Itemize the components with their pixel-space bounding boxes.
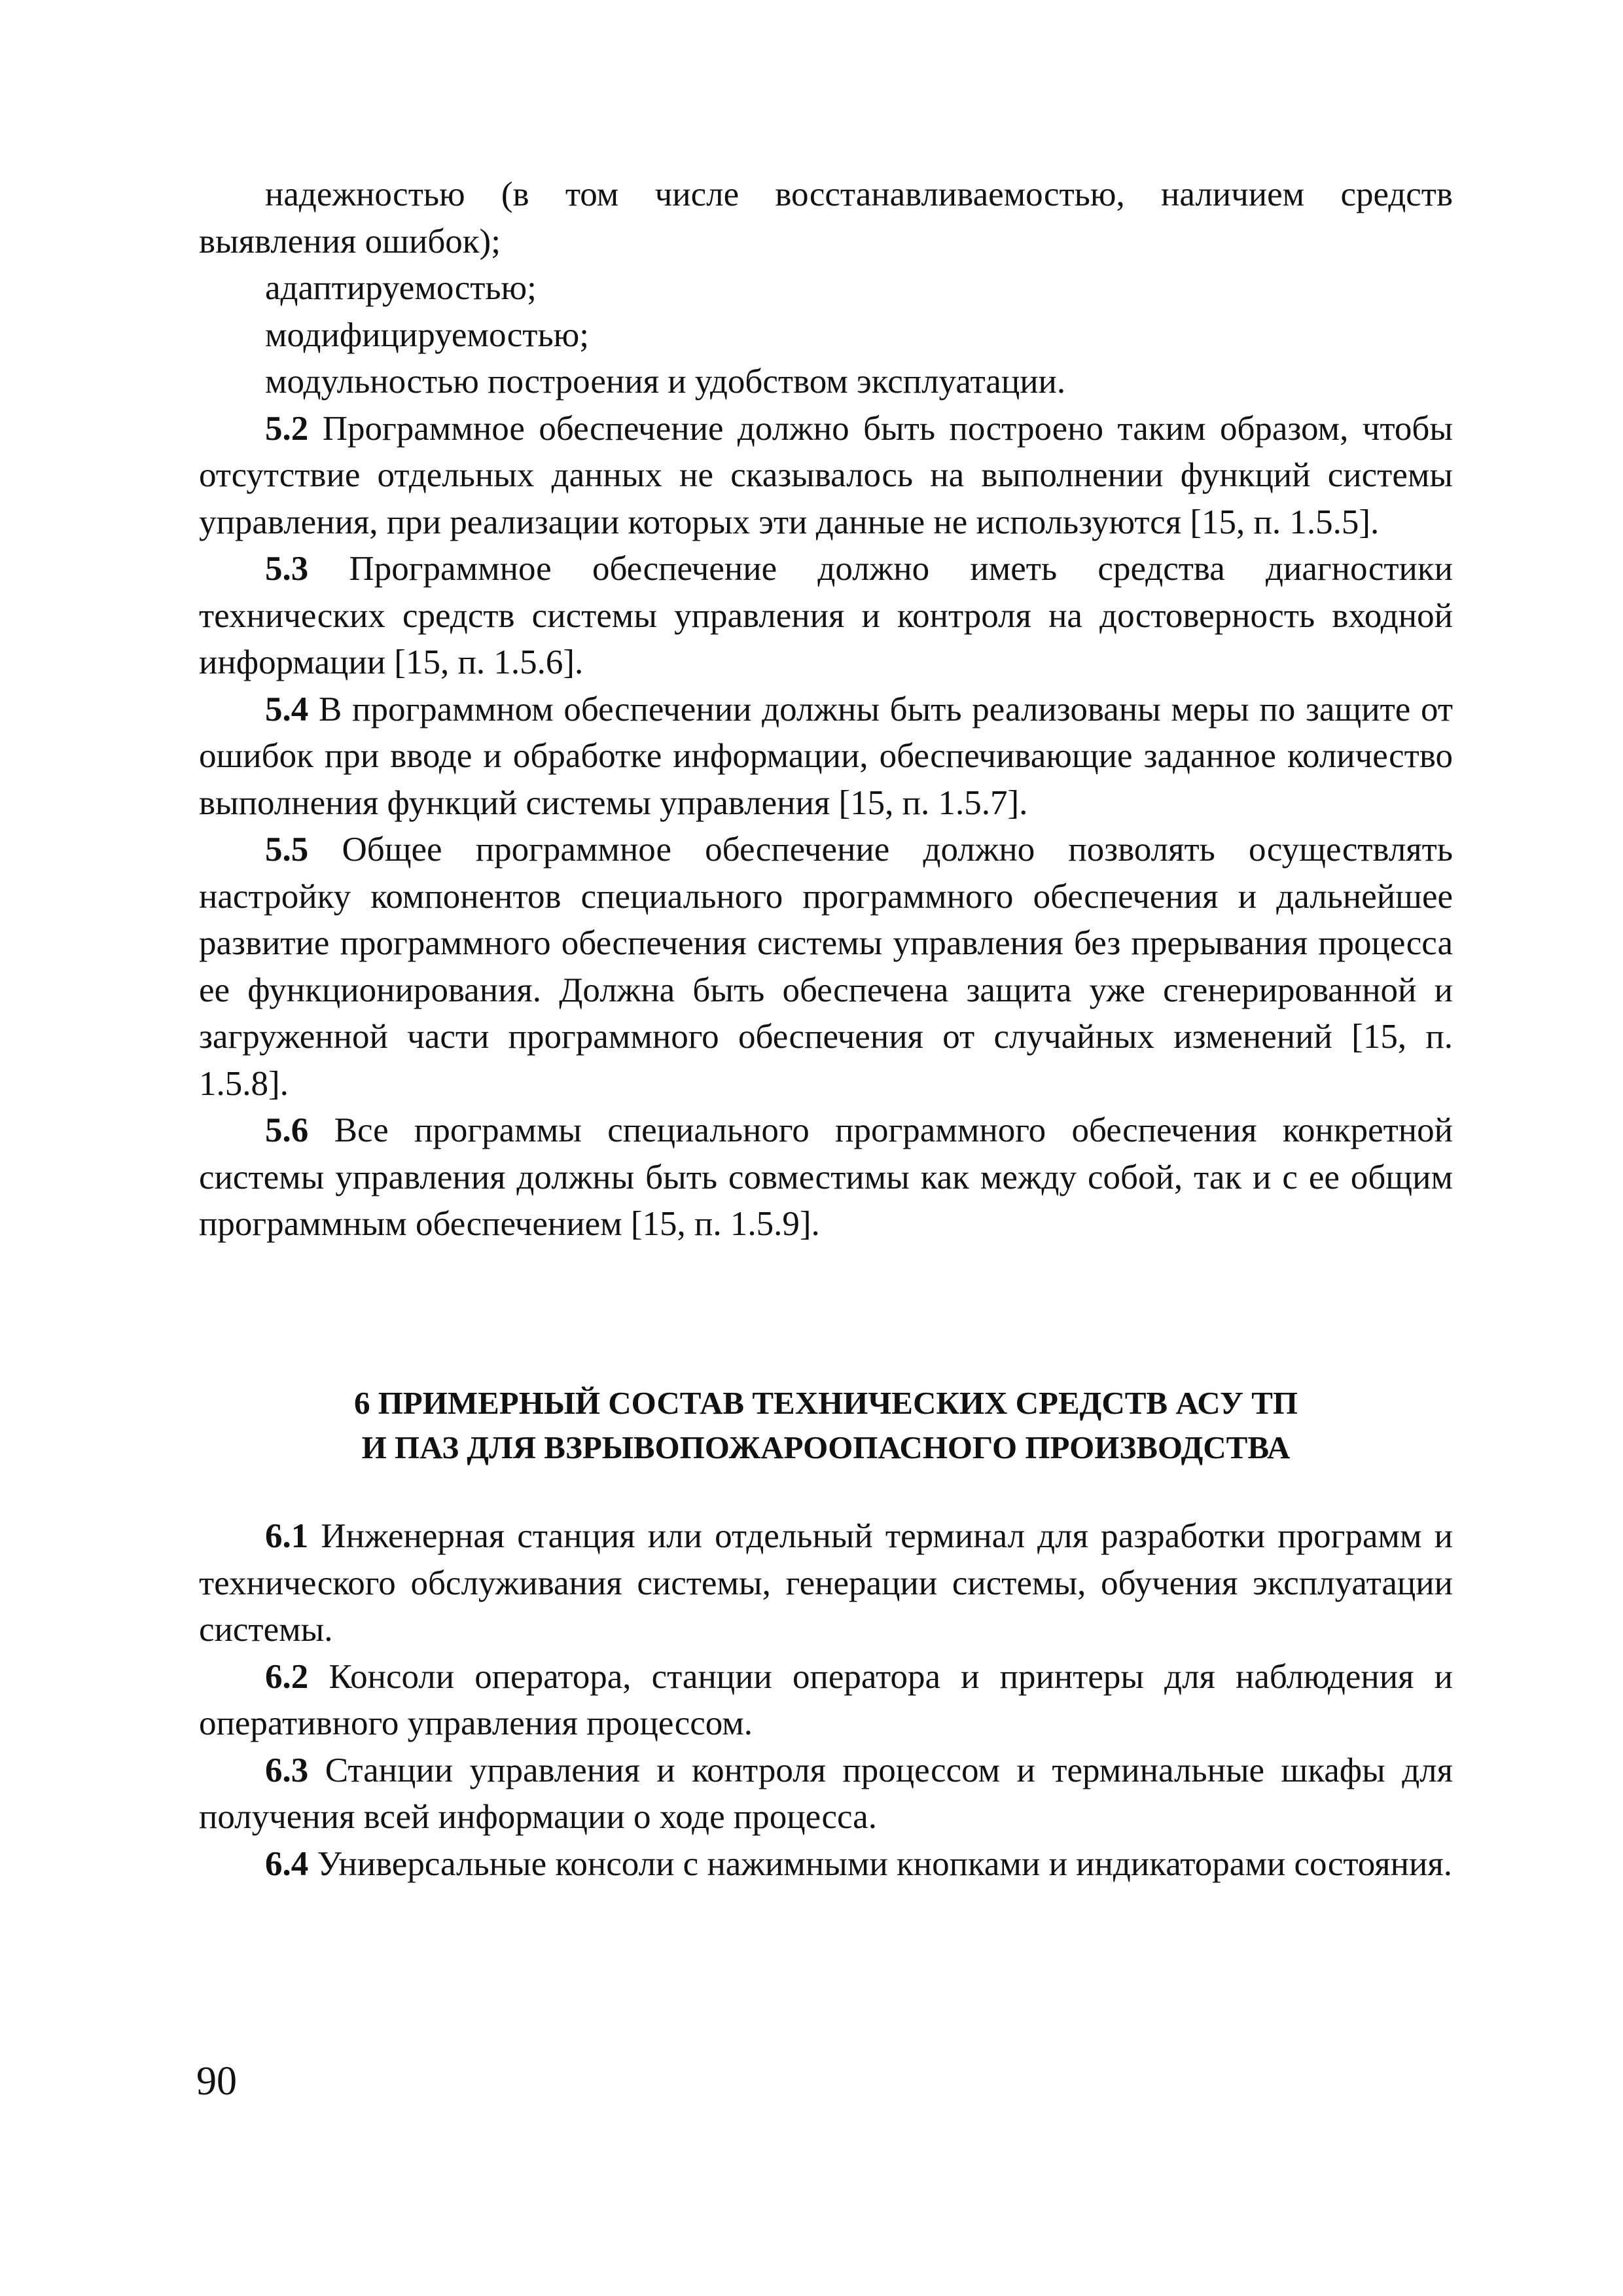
paragraph-5-4 — [199, 687, 1453, 827]
paragraph-text: Инженерная станция или отдельный терминал для разработки программ и технического обслуживания системы, генерации системы, обучения эксплуатации системы. — [199, 1517, 1453, 1649]
clause-number: 6.3 — [265, 1751, 309, 1789]
paragraph-text: Все программы специального программного обеспечения конкретной системы управления должны быть совместимы как между собой, так и с ее общим программным обеспечением [15, п. 1.5.9]. — [199, 1111, 1453, 1243]
clause-number: 5.4 — [265, 690, 309, 728]
clause-number: 5.5 — [265, 831, 309, 869]
paragraph-5-6 — [199, 1107, 1453, 1248]
list-item: модульностью построения и удобством эксплуатации. — [265, 363, 1066, 401]
paragraph-6-1 — [199, 1513, 1453, 1654]
paragraph-5-2 — [199, 406, 1453, 547]
clause-number: 6.2 — [265, 1657, 309, 1696]
page-number: 90 — [196, 2059, 237, 2104]
paragraph-text: Консоли оператора, станции оператора и принтеры для наблюдения и оперативного управления процессом. — [199, 1657, 1453, 1742]
list-item: надежностью (в том числе восстанавливаемостью, наличием средств выявления ошибок); — [199, 175, 1453, 260]
paragraph-text: Универсальные консоли с нажимными кнопками и индикаторами состояния. — [308, 1844, 1453, 1883]
paragraph-text: Общее программное обеспечение должно позволять осуществлять настройку компонентов специального программного обеспечения и дальнейшее развитие программного обеспечения системы управления без прерывания процесса ее функционирования. Должна быть обеспечена защита уже сгенерированной и загруженной части программного обеспечения от случайных изменений [15, п. 1.5.8]. — [199, 831, 1453, 1103]
heading-line: 6 ПРИМЕРНЫЙ СОСТАВ ТЕХНИЧЕСКИХ СРЕДСТВ АСУ ТП — [353, 1385, 1298, 1421]
clause-number: 5.6 — [265, 1111, 309, 1149]
paragraph-5-5 — [199, 827, 1453, 1107]
list-item: адаптируемостью; — [265, 269, 537, 307]
clause-number: 6.1 — [265, 1517, 309, 1555]
paragraph-text: В программном обеспечении должны быть реализованы меры по защите от ошибок при вводе и обработке информации, обеспечивающие заданное количество выполнения функций системы управления [15, п. 1.5.7]. — [199, 690, 1453, 822]
clause-number: 6.4 — [265, 1844, 309, 1883]
clause-number: 5.3 — [265, 550, 309, 588]
list-item: модифицируемостью; — [265, 315, 589, 354]
paragraph-text: Станции управления и контроля процессом и терминальные шкафы для получения всей информации о ходе процесса. — [199, 1751, 1453, 1836]
clause-number: 5.2 — [265, 409, 309, 448]
body-text — [199, 171, 1453, 1248]
heading-line: И ПАЗ ДЛЯ ВЗРЫВОПОЖАРООПАСНОГО ПРОИЗВОДСТВА — [361, 1429, 1291, 1465]
paragraph-5-3 — [199, 546, 1453, 687]
section-6-text — [199, 1513, 1453, 1888]
paragraph-6-3 — [199, 1748, 1453, 1841]
paragraph-6-2 — [199, 1654, 1453, 1748]
paragraph-text: Программное обеспечение должно иметь средства диагностики технических средств системы управления и контроля на достоверность входной информации [15, п. 1.5.6]. — [199, 550, 1453, 681]
paragraph-text: Программное обеспечение должно быть построено таким образом, чтобы отсутствие отдельных данных не сказывалось на выполнении функций системы управления, при реализации которых эти данные не используются [15, п. 1.5.5]. — [199, 409, 1453, 541]
paragraph-6-4 — [199, 1841, 1453, 1888]
section-heading — [199, 1381, 1453, 1470]
